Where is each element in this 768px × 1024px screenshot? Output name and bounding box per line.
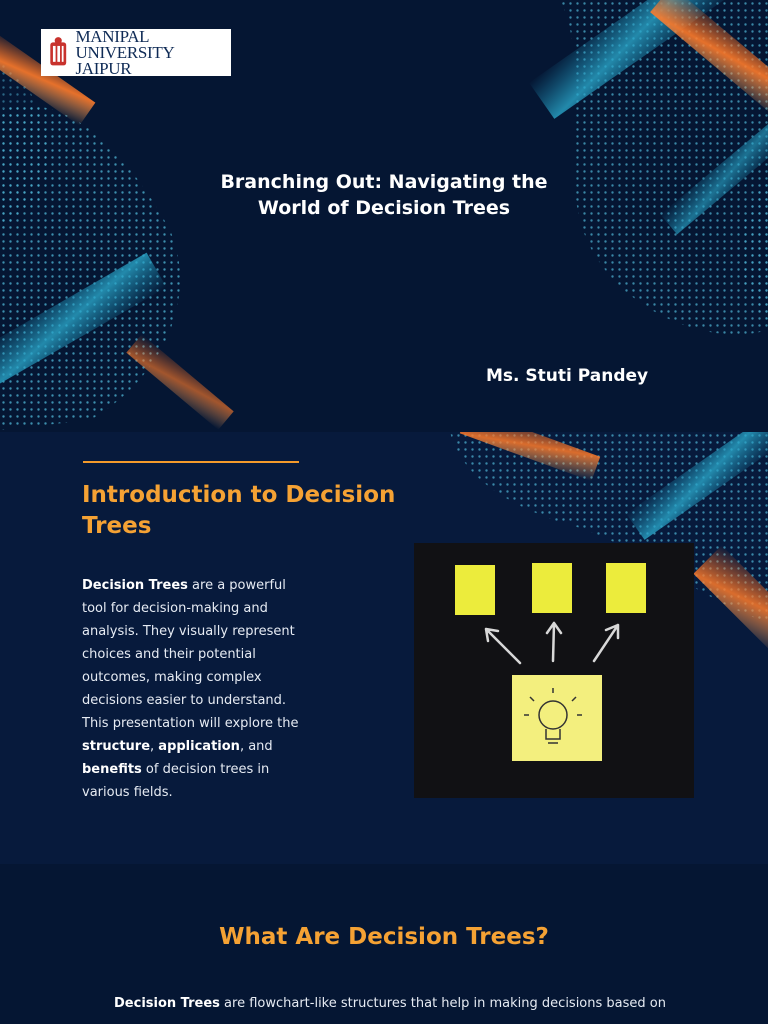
sticky-note [455,565,495,615]
term-decision-trees: Decision Trees [114,996,220,1011]
idea-note [512,675,602,761]
presentation-title: Branching Out: Navigating the World of Decision Trees [220,171,548,219]
sticky-notes-illustration [414,543,694,798]
intro-paragraph: Decision Trees are a powerful tool for decision-making and analysis. They visually represent choices and their potential outcomes, making complex decisions easier to understand. This presentation will explore the structure, application, and benefits of decision trees in various fields. [82,578,299,800]
term-decision-trees: Decision Trees [82,578,188,593]
arrow-icons [486,623,618,663]
sticky-note [606,563,646,613]
keyword-application: application [158,739,240,754]
sticky-note [532,563,572,613]
definition-slide [0,864,768,1024]
presenter-name: Ms. Stuti Pandey [486,366,649,386]
accent-divider [83,461,299,463]
university-logo [41,26,231,78]
intro-heading: Introduction to Decision Trees [82,482,396,539]
keyword-structure: structure [82,739,151,754]
university-crest-icon [45,33,71,73]
logo-line-1: MANIPAL UNIVERSITY [75,26,175,62]
title-slide [0,0,768,432]
logo-line-2: JAIPUR [75,58,132,78]
keyword-benefits: benefits [82,762,142,777]
introduction-slide [0,432,768,864]
definition-paragraph: Decision Trees are flowchart-like structures that help in making decisions based on [114,996,666,1011]
definition-heading: What Are Decision Trees? [219,924,549,950]
